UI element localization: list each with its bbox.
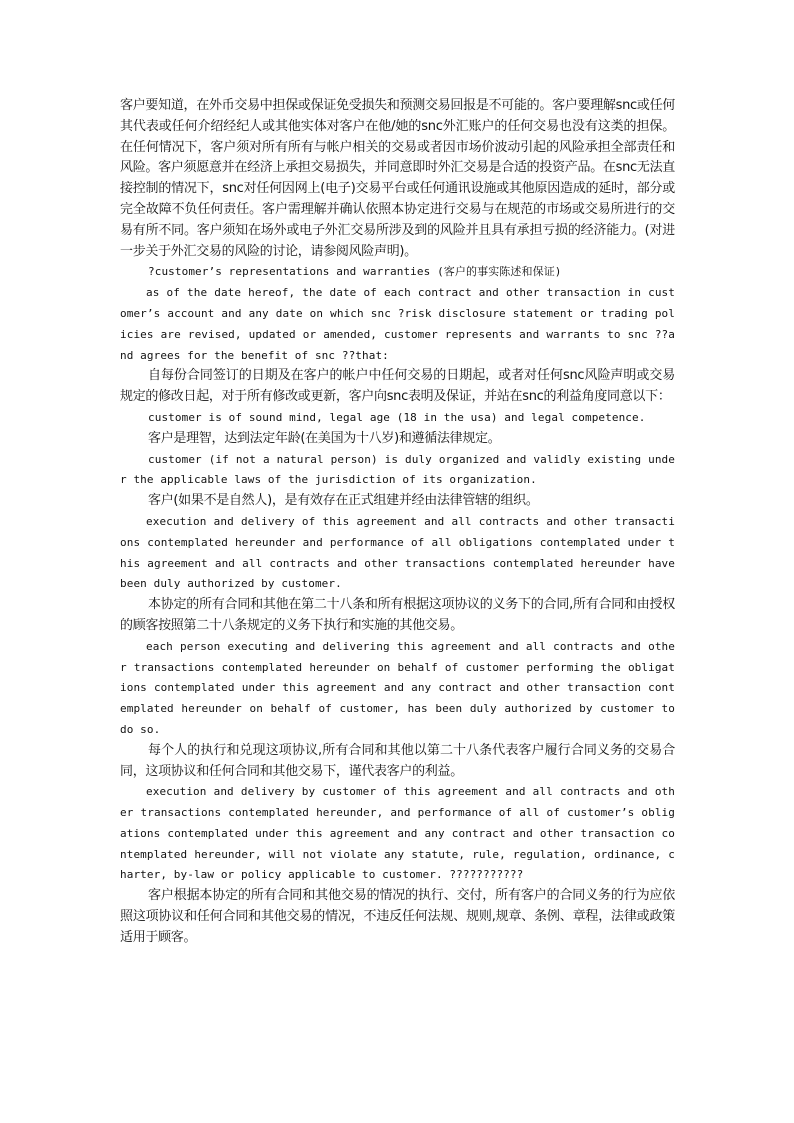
clause-execution-authorized-zh: 本协定的所有合同和其他在第二十八条和所有根据这项协议的义务下的合同,所有合同和由授权的顾客按照第二十八条规定的义务下执行和实施的其他交易。 bbox=[120, 597, 675, 633]
clause-organization-zh: 客户(如果不是自然人)，是有效存在正式组建并经由法律管辖的组织。 bbox=[148, 493, 539, 509]
clause-sound-mind-en: customer is of sound mind, legal age (18 in the usa) and legal competence. bbox=[148, 410, 646, 424]
paragraph-risk-acknowledgement: 客户要知道，在外币交易中担保或保证免受损失和预测交易回报是不可能的。客户要理解snc或任何其代表或任何介绍经纪人或其他实体对客户在他/她的snc外汇账户的任何交易也没有这类的担保。在任何情况下，客户须对所有所有与帐户相关的交易或者因市场价波动引起的风险承担全部责任和风险。客户须愿意并在经济上承担交易损失，并同意即时外汇交易是合适的投资产品。在snc无法直接控制的情况下，snc对任何因网上(电子)交易平台或任何通讯设施或其他原因造成的延时，部分或完全故障不负任何责任。客户需理解并确认依照本协定进行交易与在规范的市场或交易所进行的交易有所不同。客户须知在场外或电子外汇交易所涉及到的风险并且具有承担亏损的经济能力。(对进一步关于外汇交易的风险的讨论，请参阅风险声明)。 bbox=[120, 98, 675, 259]
section-heading-representations: ?customer’s representations and warranties (客户的事实陈述和保证) bbox=[148, 265, 562, 279]
clause-person-authorized-en: each person executing and delivering this agreement and all contracts and other transactions contemplated hereunder on behalf of customer performing the obligations contemplated under this agreement and any contract and other transaction contemplated hereunder on behalf of customer, has been duly authorized by customer to do so. bbox=[120, 639, 675, 736]
clause-execution-authorized-en: execution and delivery of this agreement and all contracts and other transactions contemplated hereunder and performance of all obligations contemplated under this agreement and all contracts and other transactions contemplated hereunder have been duly authorized by customer. bbox=[120, 514, 675, 591]
clause-no-violation-en: execution and delivery by customer of this agreement and all contracts and other transactions contemplated hereunder, and performance of all of customer’s obligations contemplated under this agreement and any contract and other transaction contemplated hereunder, will not violate any statute, rule, regulation, ordinance, charter, by-law or policy applicable to customer. ??????????? bbox=[120, 785, 675, 882]
clause-organization-en: customer (if not a natural person) is duly organized and validly existing under the applicable laws of the jurisdiction of its organization. bbox=[120, 452, 675, 487]
paragraph-representations-zh: 自每份合同签订的日期及在客户的帐户中任何交易的日期起，或者对任何snc风险声明或交易规定的修改日起，对于所有修改或更新，客户向snc表明及保证，并站在snc的利益角度同意以下： bbox=[120, 368, 675, 405]
clause-person-authorized-zh: 每个人的执行和兑现这项协议,所有合同和其他以第二十八条代表客户履行合同义务的交易合同，这项协议和任何合同和其他交易下，谨代表客户的利益。 bbox=[120, 742, 675, 779]
paragraph-representations-en: as of the date hereof, the date of each contract and other transaction in customer’s account and any date on which snc ?risk disclosure statement or trading policies are revised, updated or amended, customer represents and warrants to snc ??and agrees for the benefit of snc ??that: bbox=[120, 286, 675, 362]
document-page bbox=[120, 96, 675, 949]
clause-sound-mind-zh: 客户是理智，达到法定年龄(在美国为十八岁)和遵循法律规定。 bbox=[148, 430, 501, 446]
clause-no-violation-zh: 客户根据本协定的所有合同和其他交易的情况的执行、交付，所有客户的合同义务的行为应依照这项协议和任何合同和其他交易的情况，不违反任何法规、规则,规章、条例、章程，法律或政策适用于顾客。 bbox=[120, 888, 675, 945]
